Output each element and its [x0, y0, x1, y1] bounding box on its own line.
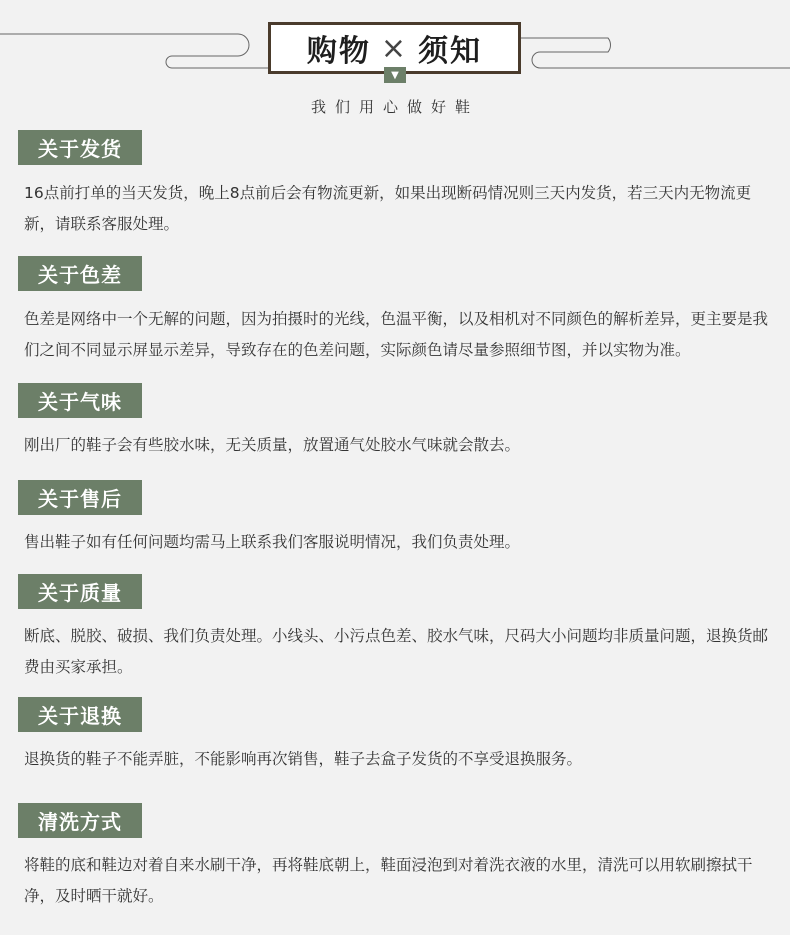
page-header [0, 0, 790, 125]
section-label-shipping: 关于发货 [18, 130, 142, 165]
section-label-returns: 关于退换 [18, 697, 142, 732]
title-right: 须知 [418, 34, 483, 69]
section-text-quality: 断底、脱胶、破损、我们负责处理。小线头、小污点色差、胶水气味，尺码大小问题均非质量问题，退换货邮费由买家承担。 [24, 627, 769, 676]
section-label-quality: 关于质量 [18, 574, 142, 609]
section-text-returns: 退换货的鞋子不能弄脏，不能影响再次销售，鞋子去盒子发货的不享受退换服务。 [24, 750, 583, 768]
chevron-down-icon: ▼ [384, 67, 406, 83]
section-text-after-sales: 售出鞋子如有任何问题均需马上联系我们客服说明情况，我们负责处理。 [24, 533, 521, 551]
section-label-color-difference: 关于色差 [18, 256, 142, 291]
title-left: 购物 [306, 34, 371, 69]
section-label-cleaning: 清洗方式 [18, 803, 142, 838]
page-subtitle: 我们用心做好鞋 [310, 98, 479, 116]
title-separator: × [380, 30, 409, 66]
section-text-shipping: 16点前打单的当天发货，晚上8点前后会有物流更新，如果出现断码情况则三天内发货，若三天内无物流更新，请联系客服处理。 [24, 184, 752, 233]
section-text-color-difference: 色差是网络中一个无解的问题，因为拍摄时的光线，色温平衡，以及相机对不同颜色的解析差异，更主要是我们之间不同显示屏显示差异，导致存在的色差问题，实际颜色请尽量参照细节图，并以实物为准。 [24, 310, 769, 359]
section-label-after-sales: 关于售后 [18, 480, 142, 515]
section-text-cleaning: 将鞋的底和鞋边对着自来水刷干净，再将鞋底朝上，鞋面浸泡到对着洗衣液的水里，清洗可以用软刷擦拭干净，及时晒干就好。 [24, 856, 753, 905]
section-label-odor: 关于气味 [18, 383, 142, 418]
section-text-odor: 刚出厂的鞋子会有些胶水味，无关质量，放置通气处胶水气味就会散去。 [24, 436, 521, 454]
